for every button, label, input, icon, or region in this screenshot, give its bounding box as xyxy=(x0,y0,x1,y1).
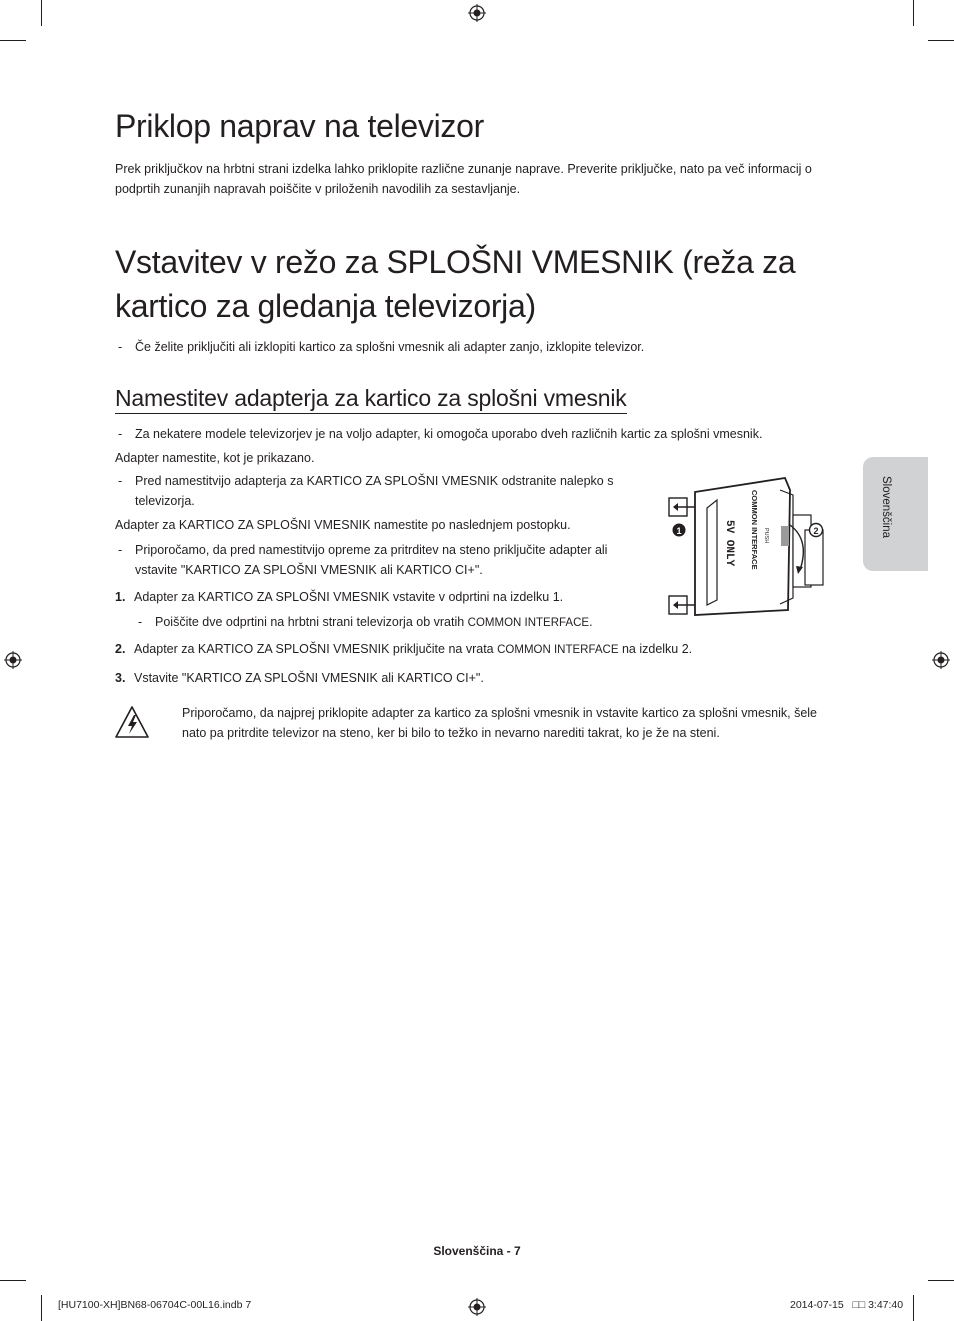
page-number-footer: Slovenščina - 7 xyxy=(433,1244,521,1258)
step-number: 2. xyxy=(115,642,126,656)
sub-note xyxy=(118,425,835,445)
step-1-subnote-text: Poiščite dve odprtini na hrbtni strani televizorja ob vratih xyxy=(155,615,468,629)
crop-mark xyxy=(0,40,26,41)
section-note xyxy=(118,338,835,358)
sub-note-text: Za nekatere modele televizorjev je na voljo adapter, ki omogoča uporabo dveh različnih kartic za splošni vmesnik. xyxy=(135,427,763,441)
language-side-tab-label: Slovenščina xyxy=(880,476,892,539)
step-number: 3. xyxy=(115,671,126,685)
install-line: Adapter namestite, kot je prikazano. xyxy=(115,451,315,465)
step-number: 1. xyxy=(115,590,126,604)
dash-bullet: - xyxy=(118,427,123,441)
crop-mark xyxy=(928,40,954,41)
adapter-body xyxy=(695,478,790,615)
subsection-title: Namestitev adapterja za kartico za splošni vmesnik xyxy=(115,385,627,414)
print-meta-right: 2014-07-15 □□ 3:47:40 xyxy=(790,1299,904,1311)
diagram-push-label: PUSH xyxy=(763,528,769,544)
recommend-note-text: Priporočamo, da pred namestitvijo opreme za pritrditev na steno priključite adapter ali vstavite "KARTICO ZA SPLOŠNI VMESNIK ali KARTICO CI+". xyxy=(135,543,608,577)
section-title: Vstavitev v režo za SPLOŠNI VMESNIK (reža za kartico za gledanja televizorja) xyxy=(115,244,796,324)
caution-text: Priporočamo, da najprej priklopite adapter za kartico za splošni vmesnik in vstavite kartico za splošni vmesnik, šele nato pa pritrdite televizor na steno, ker bi bilo to težko in nevarno narediti takrat, ko je že na steni. xyxy=(182,706,818,740)
dash-bullet: - xyxy=(118,543,123,557)
dash-bullet: - xyxy=(118,340,123,354)
adapter-diagram xyxy=(665,470,835,625)
step-1 xyxy=(115,588,634,608)
marker-1-label: 1 xyxy=(676,526,682,536)
crop-mark xyxy=(0,1280,26,1281)
intro-paragraph: Prek priključkov na hrbtni strani izdelka lahko priklopite različne zunanje naprave. Preverite priključke, nato pa več informacij o podprtih zunanjih napravah poiščite v priloženih navodilih za sestavljanje. xyxy=(115,162,812,196)
sticker-note xyxy=(118,472,635,511)
marker-2-label: 2 xyxy=(813,526,819,536)
print-meta-left: [HU7100-XH]BN68-06704C-00L16.indb 7 xyxy=(58,1299,252,1311)
crop-mark xyxy=(41,0,42,26)
registration-mark-icon xyxy=(932,651,950,669)
step-1-subnote: - Poiščite dve odprtini na hrbtni strani televizorja ob vratih COMMON INTERFACE. xyxy=(155,613,655,634)
crop-mark xyxy=(928,1280,954,1281)
dash-bullet: - xyxy=(138,615,143,629)
registration-mark-icon xyxy=(4,651,22,669)
language-side-tab xyxy=(863,457,928,571)
page-title: Priklop naprav na televizor xyxy=(115,108,484,144)
step-text: Vstavite "KARTICO ZA SPLOŠNI VMESNIK ali KARTICO CI+". xyxy=(134,671,484,685)
crop-mark xyxy=(913,0,914,26)
sticker-note-text: Pred namestitvijo adapterja za KARTICO ZA SPLOŠNI VMESNIK odstranite nalepko s televizorja. xyxy=(135,474,614,508)
recommend-note xyxy=(118,541,635,580)
procedure-line: Adapter za KARTICO ZA SPLOŠNI VMESNIK namestite po naslednjem postopku. xyxy=(115,518,571,532)
step-3 xyxy=(115,669,854,689)
registration-mark-icon xyxy=(468,1298,486,1316)
diagram-5v-label: 5V ONLY xyxy=(723,520,735,567)
step-text: Adapter za KARTICO ZA SPLOŠNI VMESNIK priključite na vrata xyxy=(134,642,498,656)
step-2: 2. Adapter za KARTICO ZA SPLOŠNI VMESNIK priključite na vrata COMMON INTERFACE na izdelku 2. xyxy=(134,640,854,661)
step-text: Adapter za KARTICO ZA SPLOŠNI VMESNIK vstavite v odprtini na izdelku 1. xyxy=(134,590,564,604)
registration-mark-icon xyxy=(468,4,486,22)
section-note-text: Če želite priključiti ali izklopiti kartico za splošni vmesnik ali adapter zanjo, izklopite televizor. xyxy=(135,340,645,354)
dash-bullet: - xyxy=(118,474,123,488)
caution-warning-icon xyxy=(114,705,150,739)
crop-mark xyxy=(41,1295,42,1321)
crop-mark xyxy=(913,1295,914,1321)
diagram-common-interface-label: COMMON INTERFACE xyxy=(750,490,759,570)
port-label: COMMON INTERFACE xyxy=(467,617,590,629)
port-label: COMMON INTERFACE xyxy=(497,644,619,656)
